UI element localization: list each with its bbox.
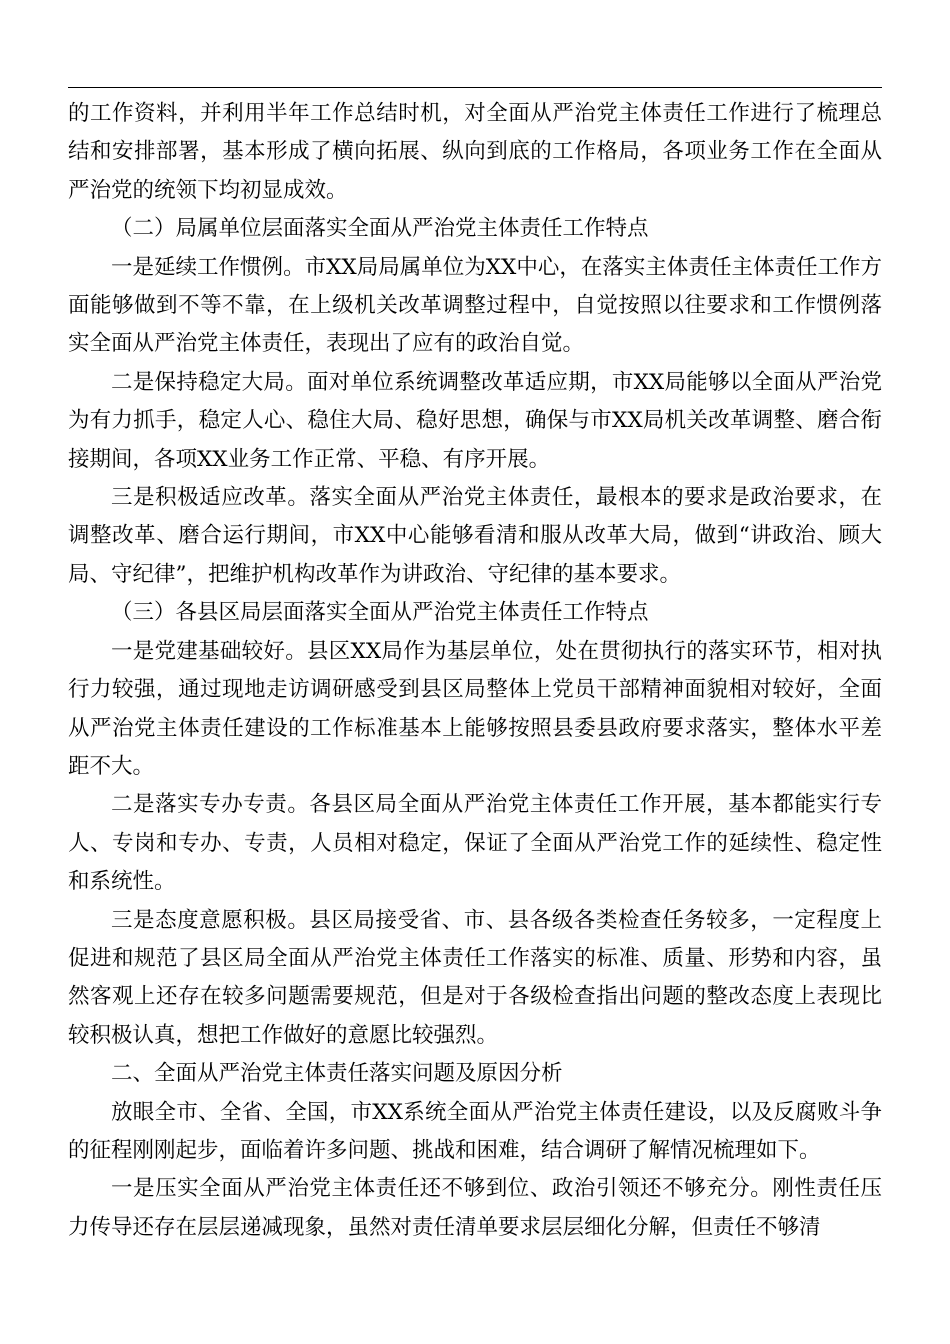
chapter-heading-2: 二、全面从严治党主体责任落实问题及原因分析 [111, 1061, 563, 1087]
header-rule [68, 87, 882, 88]
paragraph-1: 的工作资料，并利用半年工作总结时机，对全面从严治党主体责任工作进行了梳理总结和安排部署，基本形成了横向拓展、纵向到底的工作格局，各项业务工作在全面从严治党的统领下均初显成效。 [68, 101, 882, 203]
paragraph-3: 一是延续工作惯例。市XX局局属单位为XX中心，在落实主体责任主体责任工作方面能够做到不等不靠，在上级机关改革调整过程中，自觉按照以往要求和工作惯例落实全面从严治党主体责任，表现出了应有的政治自觉。 [68, 254, 882, 357]
paragraph-7: 一是党建基础较好。县区XX局作为基层单位，处在贯彻执行的落实环节，相对执行力较强，通过现地走访调研感受到县区局整体上党员干部精神面貌相对较好，全面从严治党主体责任建设的工作标准基本上能够按照县委县政府要求落实，整体水平差距不大。 [68, 638, 882, 779]
paragraph-5: 三是积极适应改革。落实全面从严治党主体责任，最根本的要求是政治要求，在调整改革、磨合运行期间，市XX中心能够看清和服从改革大局，做到“讲政治、顾大局、守纪律”，把维护机构改革作为讲政治、守纪律的基本要求。 [68, 485, 882, 587]
paragraph-4: 二是保持稳定大局。面对单位系统调整改革适应期，市XX局能够以全面从严治党为有力抓手，稳定人心、稳住大局、稳好思想，确保与市XX局机关改革调整、磨合衔接期间，各项XX业务工作正常、平稳、有序开展。 [68, 369, 882, 472]
paragraph-11: 放眼全市、全省、全国，市XX系统全面从严治党主体责任建设，以及反腐败斗争的征程刚刚起步，面临着许多问题、挑战和困难，结合调研了解情况梳理如下。 [68, 1099, 882, 1163]
paragraph-9: 三是态度意愿积极。县区局接受省、市、县各级各类检查任务较多，一定程度上促进和规范了县区局全面从严治党主体责任工作落实的标准、质量、形势和内容，虽然客观上还存在较多问题需要规范，但是对于各级检查指出问题的整改态度上表现比较积极认真，想把工作做好的意愿比较强烈。 [68, 907, 882, 1048]
document-body [68, 95, 882, 1247]
paragraph-12: 一是压实全面从严治党主体责任还不够到位、政治引领还不够充分。刚性责任压力传导还存在层层递减现象，虽然对责任清单要求层层细化分解，但责任不够清 [68, 1176, 882, 1240]
paragraph-8: 二是落实专办专责。各县区局全面从严治党主体责任工作开展，基本都能实行专人、专岗和专办、专责，人员相对稳定，保证了全面从严治党工作的延续性、稳定性和系统性。 [68, 792, 882, 895]
section-heading-3: （三）各县区局层面落实全面从严治党主体责任工作特点 [111, 600, 649, 626]
section-heading-2: （二）局属单位层面落实全面从严治党主体责任工作特点 [111, 216, 649, 242]
